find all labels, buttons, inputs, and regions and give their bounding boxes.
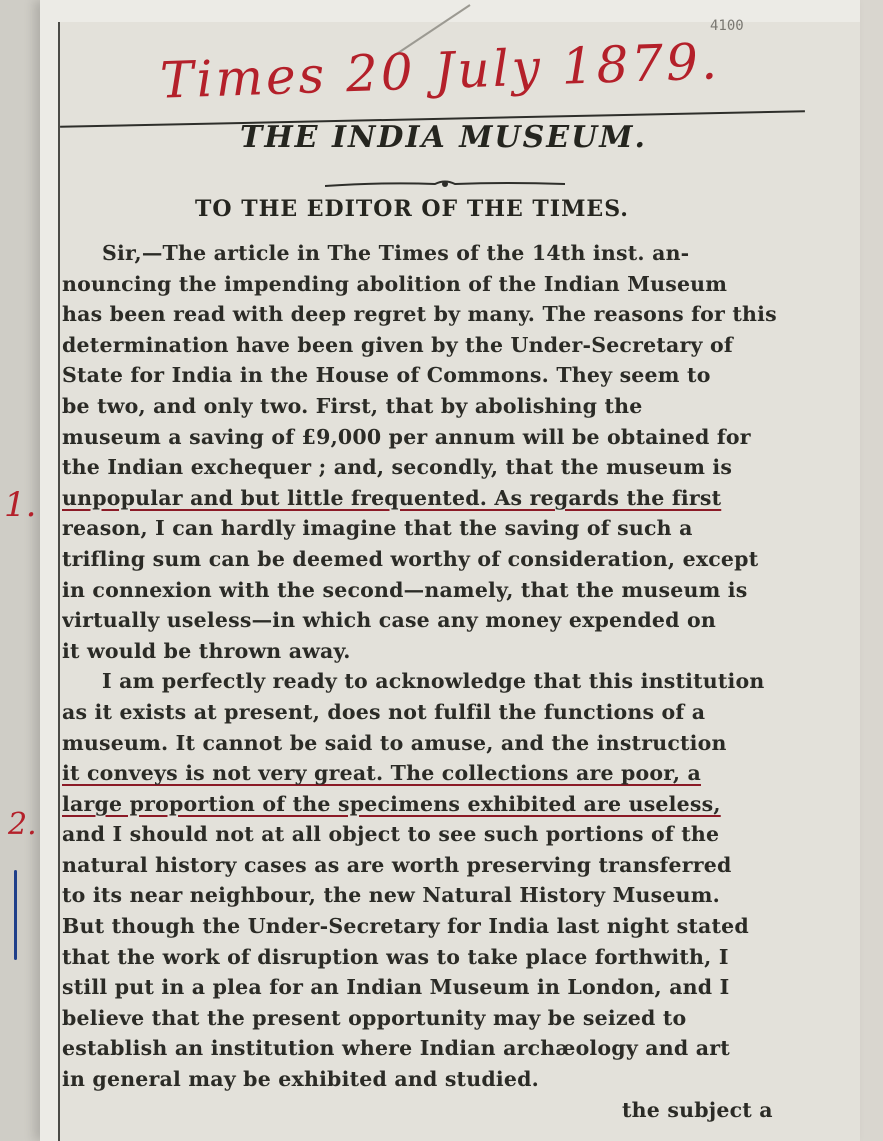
text-line: Sir,—The article in The Times of the 14th inst. an- [102,241,690,265]
text-line: museum a saving of £9,000 per annum will be obtained for [62,424,751,449]
text-line: to its near neighbour, the new Natural History Museum. [62,883,720,908]
text-line: the Indian exchequer ; and, secondly, that the museum is [62,455,733,480]
margin-mark-1: 1. [4,485,37,525]
text-line: and I should not at all object to see such portions of the [62,822,720,847]
text-line: determination have been given by the Under-Secretary of [62,332,733,357]
margin-mark-2: 2. [8,807,37,842]
text-line: museum. It cannot be said to amuse, and the instruction [62,730,727,755]
article-subheading: TO THE EDITOR OF THE TIMES. [195,196,629,222]
handwritten-date-note: Times 20 July 1879. [159,32,721,110]
text-line: nouncing the impending abolition of the Indian Museum [62,271,728,296]
text-line: still put in a plea for an Indian Museum in London, and I [62,975,730,1000]
text-line: as it exists at present, does not fulfil the functions of a [62,699,706,724]
text-line: believe that the present opportunity may be seized to [62,1005,687,1030]
text-line: I am perfectly ready to acknowledge that this institution [102,669,765,694]
text-line: natural history cases as are worth preserving transferred [62,852,732,877]
margin-blue-line [14,870,17,960]
text-line: in connexion with the second—namely, that the museum is [62,577,748,602]
text-line: virtually useless—in which case any money expended on [62,608,717,633]
text-line: that the work of disruption was to take place forthwith, I [62,944,729,969]
article-body [62,238,832,1125]
text-line-underlined: large proportion of the specimens exhibited are useless, [62,791,721,816]
text-line: it would be thrown away. [62,638,351,663]
text-line-underlined: it conveys is not very great. The collections are poor, a [62,761,701,786]
text-line: be two, and only two. First, that by abolishing the [62,393,643,418]
ornament-divider-icon [325,178,565,190]
page-number: 4100 [710,18,744,34]
text-line: establish an institution where Indian archæology and art [62,1036,730,1061]
text-line: State for India in the House of Commons. They seem to [62,363,711,388]
text-line: But though the Under-Secretary for India last night stated [62,914,749,939]
text-line: in general may be exhibited and studied. [62,1067,539,1092]
background-page-strip [0,0,40,1141]
text-line: reason, I can hardly imagine that the saving of such a [62,516,693,541]
text-line: trifling sum can be deemed worthy of consideration, except [62,546,759,571]
text-line-cutoff: the subject a [622,1097,773,1122]
article-headline: THE INDIA MUSEUM. [240,120,647,155]
text-line-underlined: unpopular and but little frequented. As regards the first [62,485,722,510]
text-line: has been read with deep regret by many. The reasons for this [62,302,777,327]
